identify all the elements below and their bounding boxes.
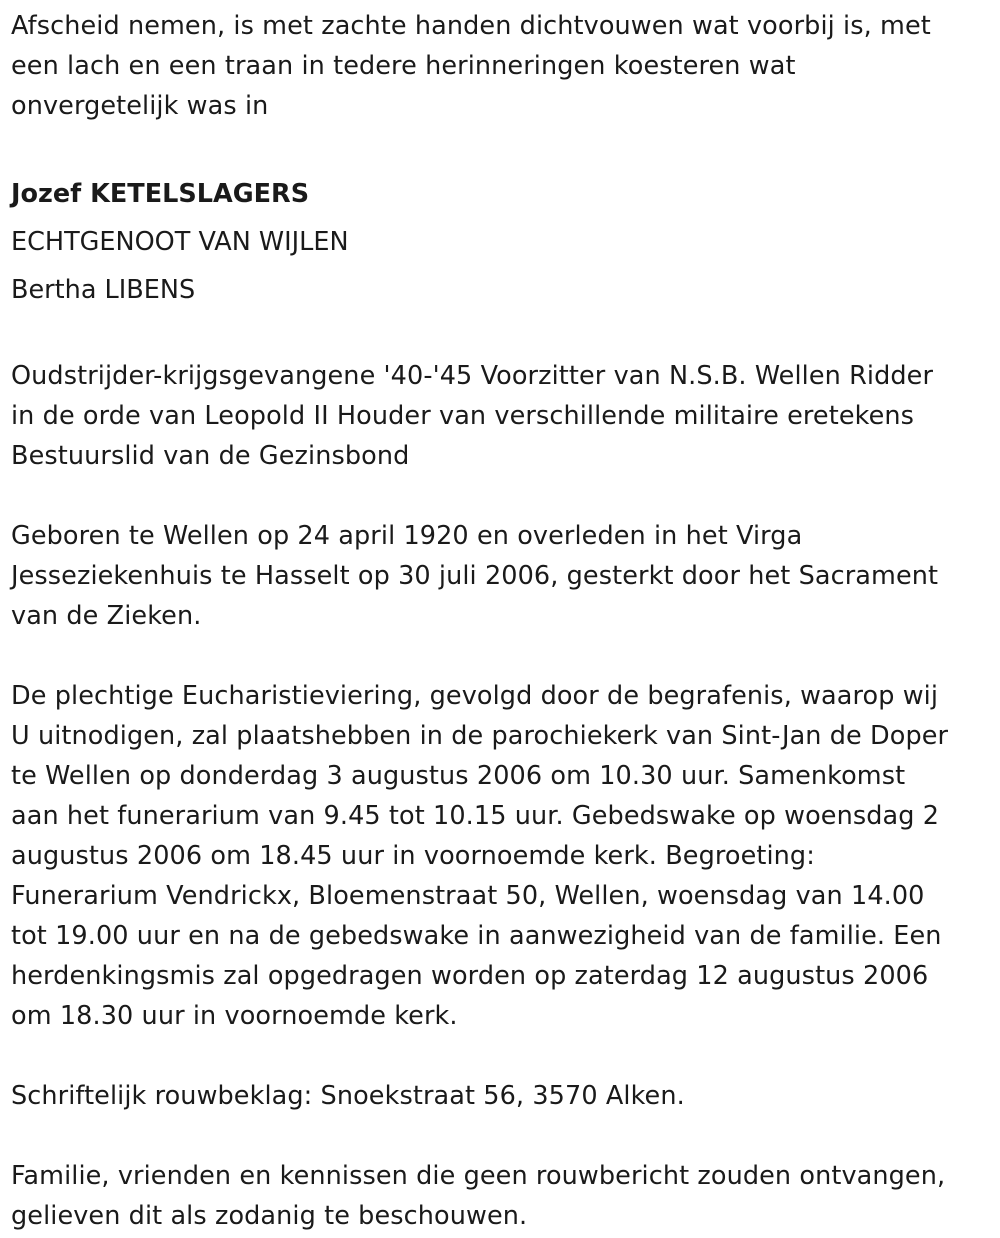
condolence-paragraph: Schriftelijk rouwbeklag: Snoekstraat 56, 3570 Alken.: [11, 1081, 685, 1111]
titles-paragraph: Oudstrijder-krijgsgevangene '40-'45 Voorzitter van N.S.B. Wellen Ridder in de orde van Leopold II Houder van verschillende militaire eretekens Bestuurslid van de Gezinsbond: [11, 361, 934, 471]
ceremony-paragraph: De plechtige Eucharistieviering, gevolgd door de begrafenis, waarop wij U uitnodigen, zal plaatshebben in de parochiekerk van Sint-Jan de Doper te Wellen op donderdag 3 augustus 2006 om 10.30 uur. Samenkomst aan het funerarium van 9.45 tot 10.15 uur. Gebedswake op woensdag 2 augustus 2006 om 18.45 uur in voornoemde kerk. Begroeting: Funerarium Vendrickx, Bloemenstraat 50, Wellen, woensdag van 14.00 tot 19.00 uur en na de gebedswake in aanwezigheid van de familie. Een herdenkingsmis zal opgedragen worden op zaterdag 12 augustus 2006 om 18.30 uur in voornoemde kerk.: [11, 681, 949, 1031]
spacer: [11, 1036, 990, 1076]
spacer: [11, 126, 990, 166]
spacer: [11, 636, 990, 676]
deceased-name: Jozef KETELSLAGERS: [11, 179, 310, 209]
spouse-name: Bertha LIBENS: [11, 275, 196, 305]
closing-paragraph: Familie, vrienden en kennissen die geen rouwbericht zouden ontvangen, gelieven dit als zodanig te beschouwen.: [11, 1161, 946, 1231]
spacer: [11, 476, 990, 516]
relation-line: ECHTGENOOT VAN WIJLEN: [11, 227, 349, 257]
birth-death-paragraph: Geboren te Wellen op 24 april 1920 en overleden in het Virga Jesseziekenhuis te Hasselt op 30 juli 2006, gesterkt door het Sacrament van de Zieken.: [11, 521, 939, 631]
spacer: [11, 314, 990, 356]
spacer: [11, 1116, 990, 1156]
intro-paragraph: Afscheid nemen, is met zachte handen dichtvouwen wat voorbij is, met een lach en een traan in tedere herinneringen koesteren wat onvergetelijk was in: [11, 11, 931, 121]
